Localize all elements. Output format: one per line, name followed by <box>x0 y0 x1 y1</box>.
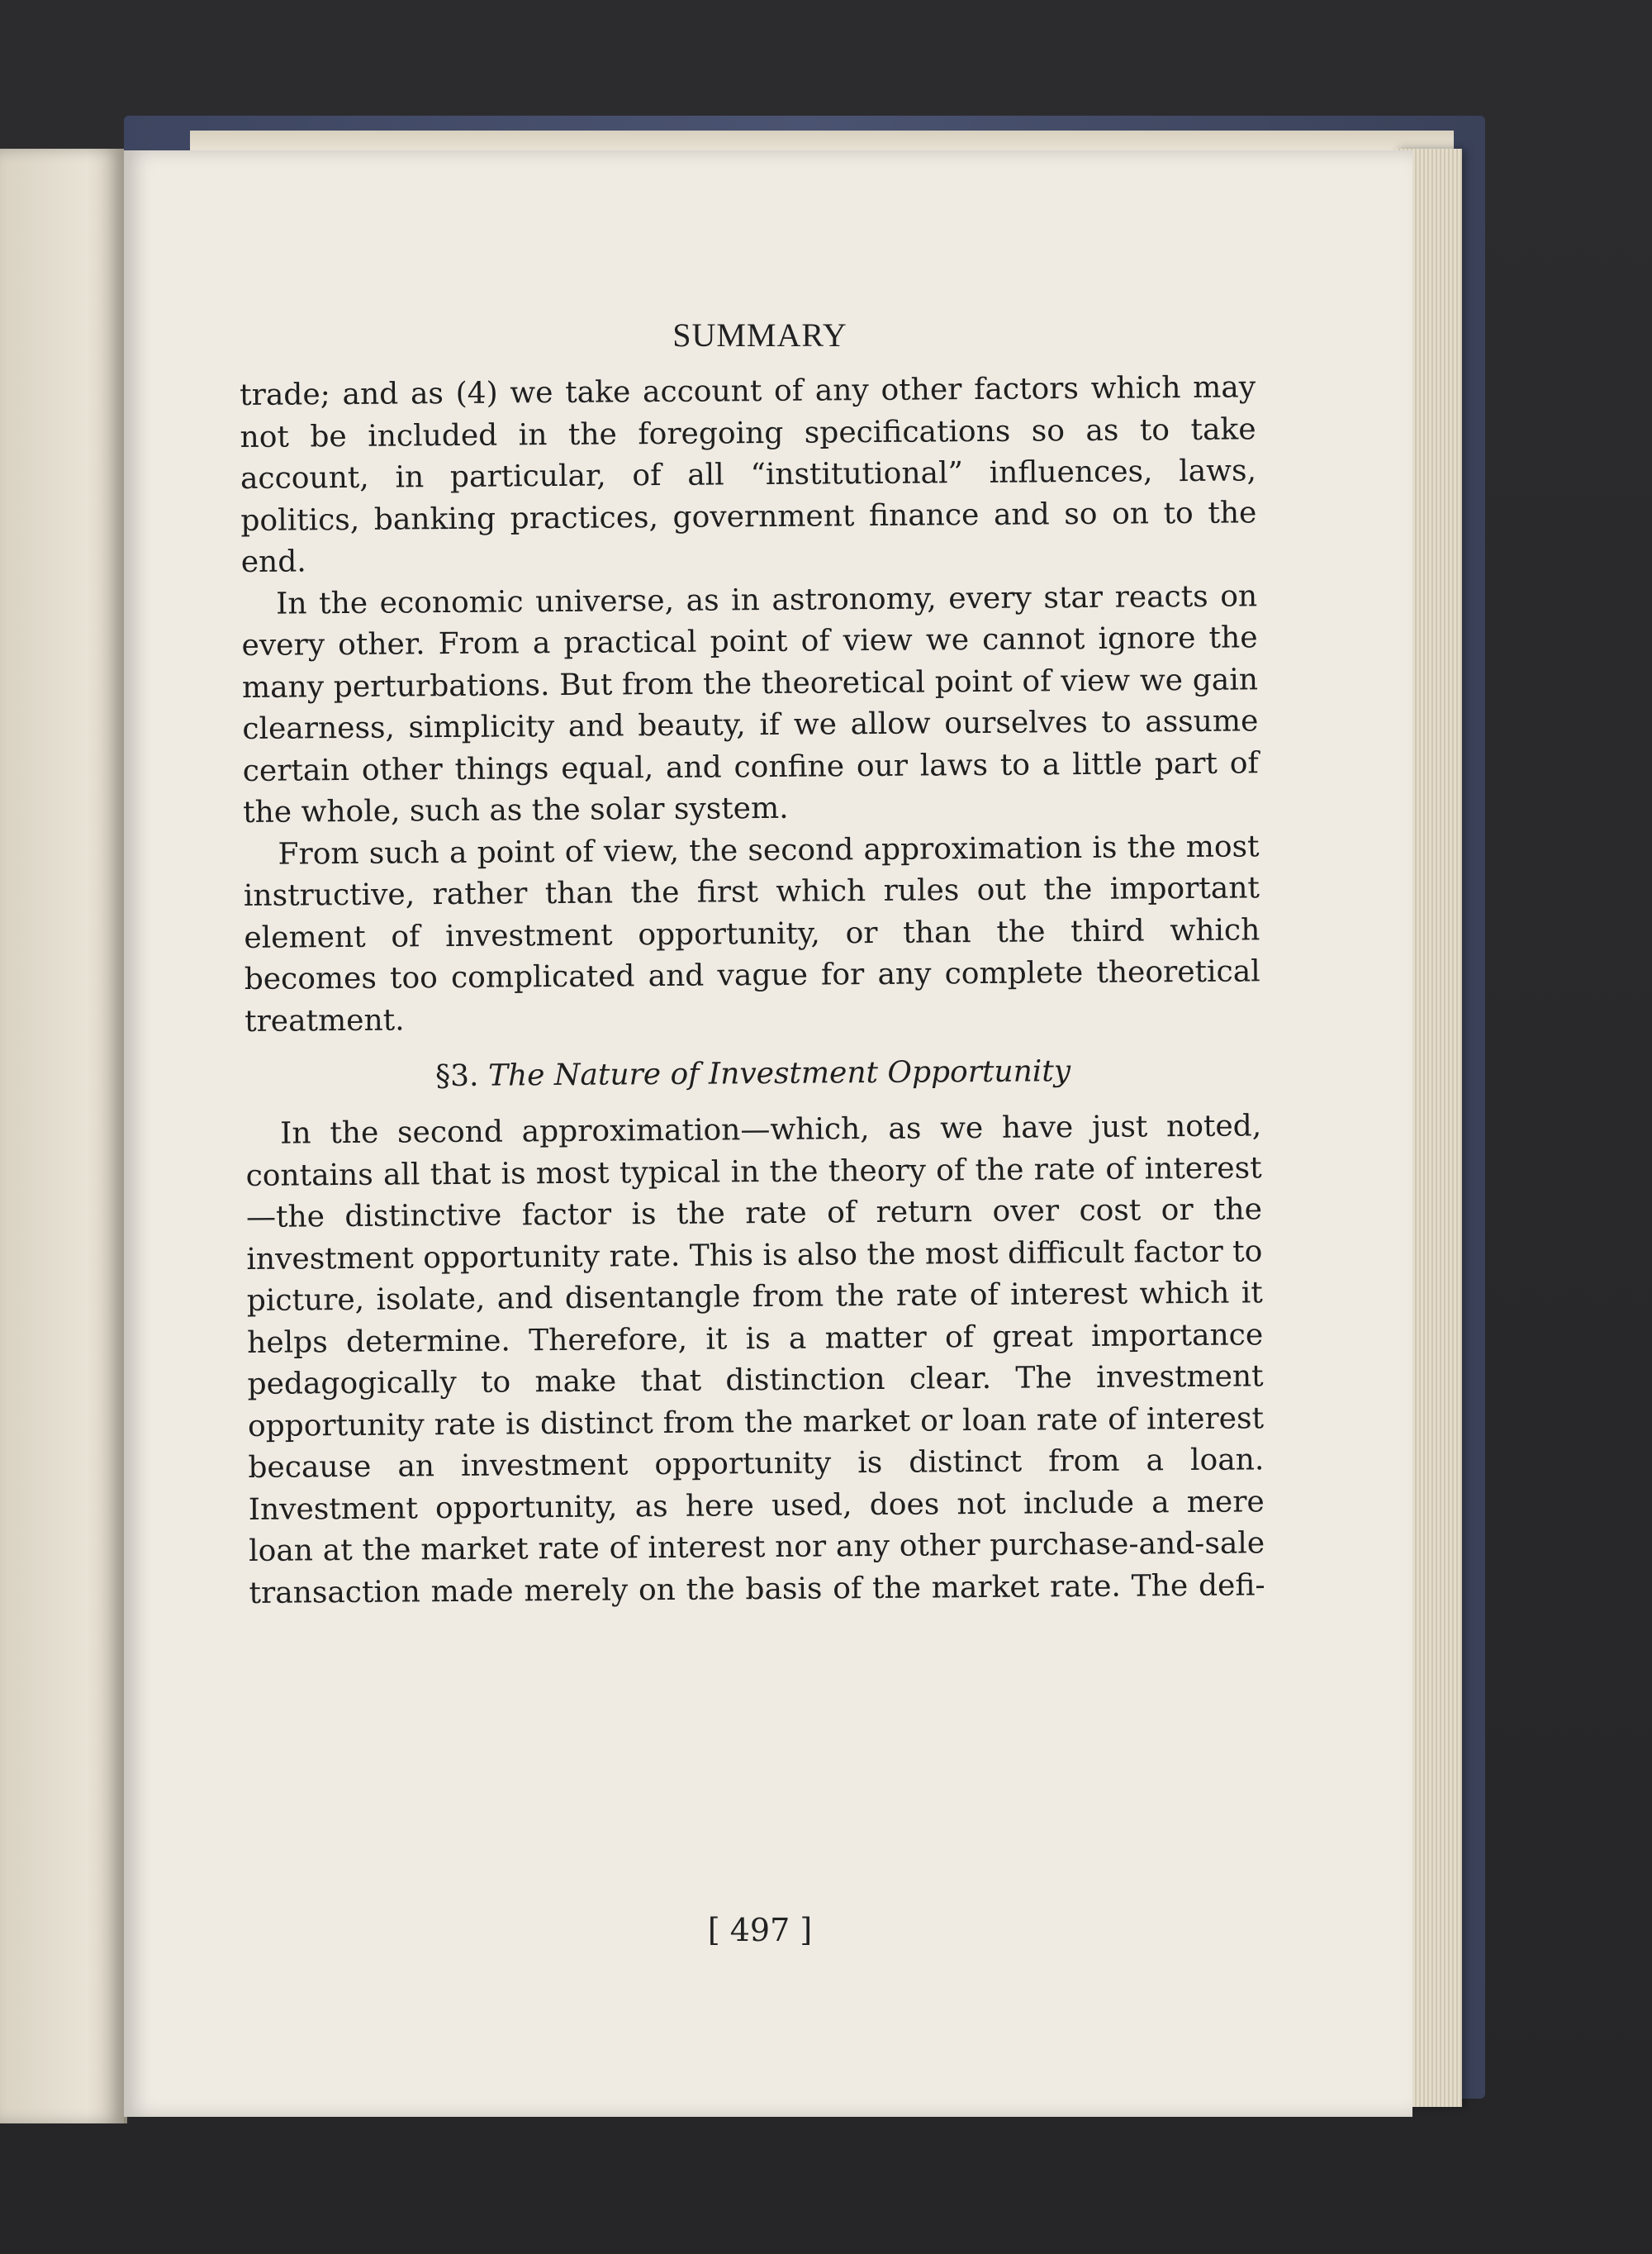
paragraph-3: From such a point of view, the second approximation is the most instructive, rather than the first which rules out the important element of investment opportunity, or than the third which becomes too complicated and vague for any complete theoretical treatment. <box>243 829 1260 1039</box>
paragraph-2: In the economic universe, as in astronomy, every star reacts on every other. From a practical point of view we cannot ignore the many perturbations. But from the theoretical point of view we gain clearness, simplicity and beauty, if we allow ourselves to assume certain other things equal, and confine our laws to a little part of the whole, such as the solar system. <box>241 578 1259 830</box>
paragraph-1: trade; and as (4) we take account of any other factors which may not be included in the foregoing specifications so as to take account, in particular, of all “institutional” influences, laws, politics, banking practices, government finance and so on to the end. <box>240 370 1257 579</box>
paragraph-4: In the second approximation—which, as we have just noted, contains all that is most typical in the theory of the rate of interest—the distinctive factor is the rate of return over cost or the investment opportunity rate. This is also the most difficult factor to picture, isolate, and disentangle from the rate of interest which it helps determine. Therefore, it is a matter of great importance pedagogically to make that distinction clear. The investment opportunity rate is distinct from the market or loan rate of interest because an investment opportunity is distinct from a loan. Investment opportunity, as here used, does not include a mere loan at the market rate of interest nor any other purchase-and-sale transaction made merely on the basis of the market rate. The defi- <box>245 1109 1265 1610</box>
right-page <box>124 150 1412 2117</box>
running-head: SUMMARY <box>672 316 847 354</box>
section-title: The Nature of Investment Opportunity <box>487 1054 1071 1093</box>
section-heading <box>244 1049 1260 1099</box>
left-facing-page <box>0 149 127 2123</box>
page-body <box>240 367 1265 1614</box>
section-number: §3. <box>435 1058 479 1094</box>
page-number: [ 497 ] <box>707 1912 813 1948</box>
